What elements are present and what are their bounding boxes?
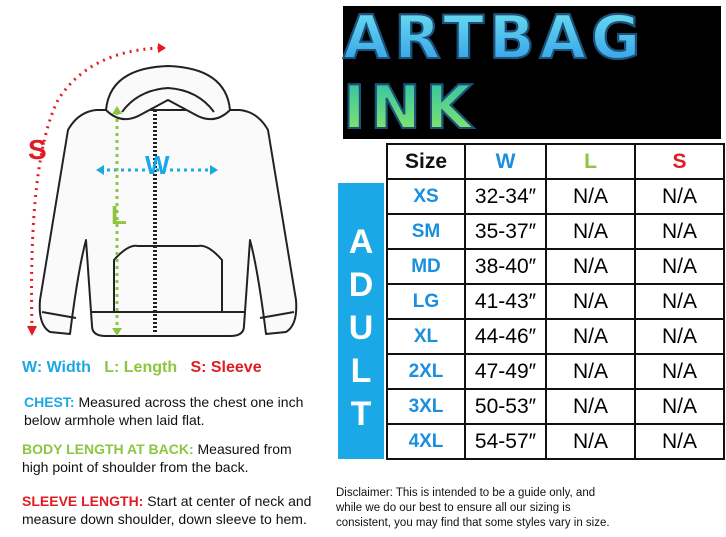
width-cell: 50-53″ <box>465 389 546 424</box>
body-note-label: BODY LENGTH AT BACK: <box>22 441 194 457</box>
header-l: L <box>546 144 635 179</box>
legend-width: W: Width <box>22 359 91 376</box>
width-cell: 32-34″ <box>465 179 546 214</box>
width-cell: 41-43″ <box>465 284 546 319</box>
sleeve-cell: N/A <box>635 284 724 319</box>
sleeve-cell: N/A <box>635 249 724 284</box>
hoodie-diagram <box>18 40 318 350</box>
length-cell: N/A <box>546 179 635 214</box>
sleeve-note-text: Start at center of neck and measure down shoulder, down sleeve to hem. <box>22 493 312 527</box>
chest-note-label: CHEST: <box>24 394 75 410</box>
legend-length: L: Length <box>104 359 178 376</box>
table-row <box>387 424 724 459</box>
table-row <box>387 214 724 249</box>
adult-letter: T <box>350 395 372 433</box>
adult-letter: D <box>348 266 374 304</box>
adult-group-label <box>338 221 384 436</box>
sleeve-cell: N/A <box>635 214 724 249</box>
width-cell: 47-49″ <box>465 354 546 389</box>
length-cell: N/A <box>546 319 635 354</box>
diagram-s-label: S <box>28 134 47 165</box>
header-s: S <box>635 144 724 179</box>
header-w: W <box>465 144 546 179</box>
sleeve-cell: N/A <box>635 319 724 354</box>
sleeve-cell: N/A <box>635 389 724 424</box>
length-cell: N/A <box>546 389 635 424</box>
table-row <box>387 389 724 424</box>
table-row <box>387 179 724 214</box>
length-cell: N/A <box>546 249 635 284</box>
sleeve-cell: N/A <box>635 354 724 389</box>
chest-note <box>24 393 324 429</box>
body-note-text: Measured from high point of shoulder from the back. <box>22 441 292 475</box>
logo-text: ARTBAG INK <box>343 6 721 139</box>
length-cell: N/A <box>546 214 635 249</box>
table-row <box>387 354 724 389</box>
sleeve-cell: N/A <box>635 424 724 459</box>
width-cell: 35-37″ <box>465 214 546 249</box>
sleeve-cell: N/A <box>635 179 724 214</box>
sleeve-note-label: SLEEVE LENGTH: <box>22 493 144 509</box>
size-chart-table <box>386 143 725 460</box>
table-row <box>387 284 724 319</box>
diagram-w-label: W <box>145 150 170 180</box>
chest-note-text: Measured across the chest one inch below armhole when laid flat. <box>24 394 304 428</box>
size-cell: 3XL <box>387 389 465 424</box>
width-cell: 38-40″ <box>465 249 546 284</box>
length-cell: N/A <box>546 424 635 459</box>
size-cell: SM <box>387 214 465 249</box>
table-row <box>387 319 724 354</box>
table-header-row <box>387 144 724 179</box>
sleeve-length-note <box>22 492 322 528</box>
size-cell: LG <box>387 284 465 319</box>
diagram-l-label: L <box>111 200 127 230</box>
table-row <box>387 249 724 284</box>
size-cell: 4XL <box>387 424 465 459</box>
adult-group-bar <box>338 183 384 459</box>
adult-letter: A <box>348 223 374 261</box>
width-cell: 44-46″ <box>465 319 546 354</box>
body-length-note <box>22 440 322 476</box>
size-cell: 2XL <box>387 354 465 389</box>
length-cell: N/A <box>546 354 635 389</box>
size-cell: XL <box>387 319 465 354</box>
header-size: Size <box>387 144 465 179</box>
disclaimer: Disclaimer: This is intended to be a guide only, and while we do our best to ensure all our sizing is consistent, you may find that some styles vary in size. <box>336 487 610 529</box>
measurement-legend <box>22 359 262 377</box>
legend-sleeve: S: Sleeve <box>190 359 262 376</box>
size-cell: XS <box>387 179 465 214</box>
adult-letter: U <box>348 309 374 347</box>
brand-logo <box>343 2 721 143</box>
adult-letter: L <box>350 352 372 390</box>
length-cell: N/A <box>546 284 635 319</box>
width-cell: 54-57″ <box>465 424 546 459</box>
size-cell: MD <box>387 249 465 284</box>
